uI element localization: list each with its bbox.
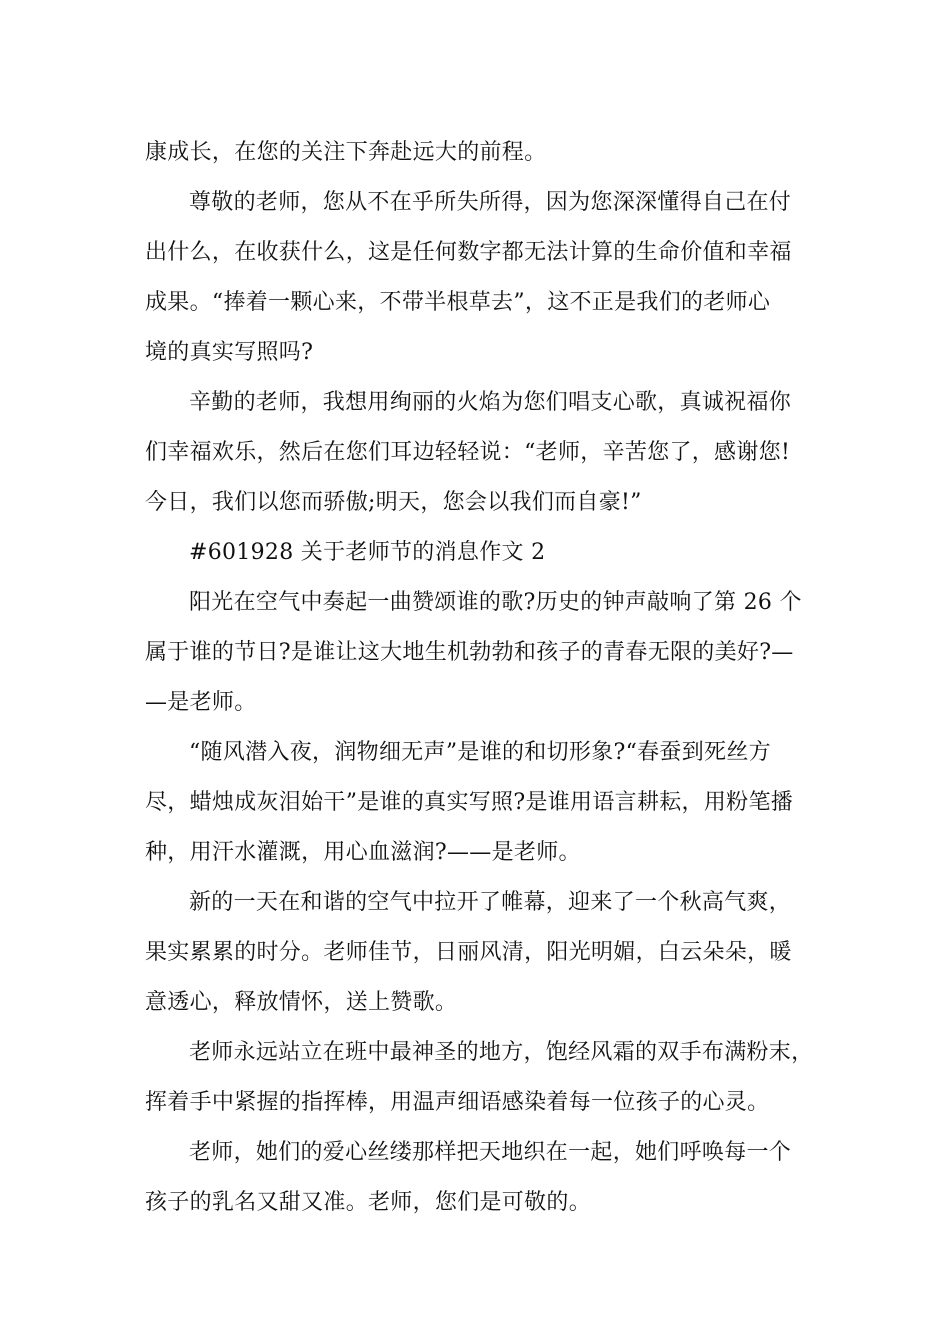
paragraph-start-line: “随风潜入夜，润物细无声”是谁的和切形象?“春蚕到死丝方 <box>189 740 771 765</box>
text-line: 出什么，在收获什么，这是任何数字都无法计算的生命价值和幸福 <box>145 240 792 265</box>
section-heading: #601928 关于老师节的消息作文 2 <box>189 540 546 565</box>
text-line: 孩子的乳名又甜又准。老师，您们是可敬的。 <box>145 1190 592 1215</box>
text-line: 果实累累的时分。老师佳节，日丽风清，阳光明媚，白云朵朵，暖 <box>145 940 792 965</box>
text-line: 挥着手中紧握的指挥棒，用温声细语感染着每一位孩子的心灵。 <box>145 1090 770 1115</box>
text-line: 属于谁的节日?是谁让这大地生机勃勃和孩子的青春无限的美好?— <box>145 640 794 665</box>
paragraph-start-line: 老师，她们的爱心丝缕那样把天地织在一起，她们呼唤每一个 <box>189 1140 792 1165</box>
text-line: 境的真实写照吗? <box>145 340 314 365</box>
paragraph-start-line: 老师永远站立在班中最神圣的地方，饱经风霜的双手布满粉末， <box>189 1040 814 1065</box>
paragraph-start-line: 新的一天在和谐的空气中拉开了帷幕，迎来了一个秋高气爽， <box>189 890 792 915</box>
text-line: —是老师。 <box>145 690 257 715</box>
document-page <box>145 128 814 1228</box>
text-line: 康成长，在您的关注下奔赴远大的前程。 <box>145 140 547 165</box>
text-line: 意透心，释放情怀，送上赞歌。 <box>145 990 458 1015</box>
paragraph-start-line: 阳光在空气中奏起一曲赞颂谁的歌?历史的钟声敲响了第 26 个 <box>189 590 802 615</box>
text-line: 种，用汗水灌溉，用心血滋润?——是老师。 <box>145 840 581 865</box>
paragraph-start-line: 辛勤的老师，我想用绚丽的火焰为您们唱支心歌，真诚祝福你 <box>189 390 792 415</box>
text-line: 们幸福欢乐，然后在您们耳边轻轻说：“老师，辛苦您了，感谢您! <box>145 440 791 465</box>
text-line: 今日，我们以您而骄傲;明天，您会以我们而自豪!” <box>145 490 642 515</box>
text-line: 成果。“捧着一颗心来，不带半根草去”，这不正是我们的老师心 <box>145 290 771 315</box>
text-line: 尽，蜡烛成灰泪始干”是谁的真实写照?是谁用语言耕耘，用粉笔播 <box>145 790 794 815</box>
paragraph-start-line: 尊敬的老师，您从不在乎所失所得，因为您深深懂得自己在付 <box>189 190 792 215</box>
